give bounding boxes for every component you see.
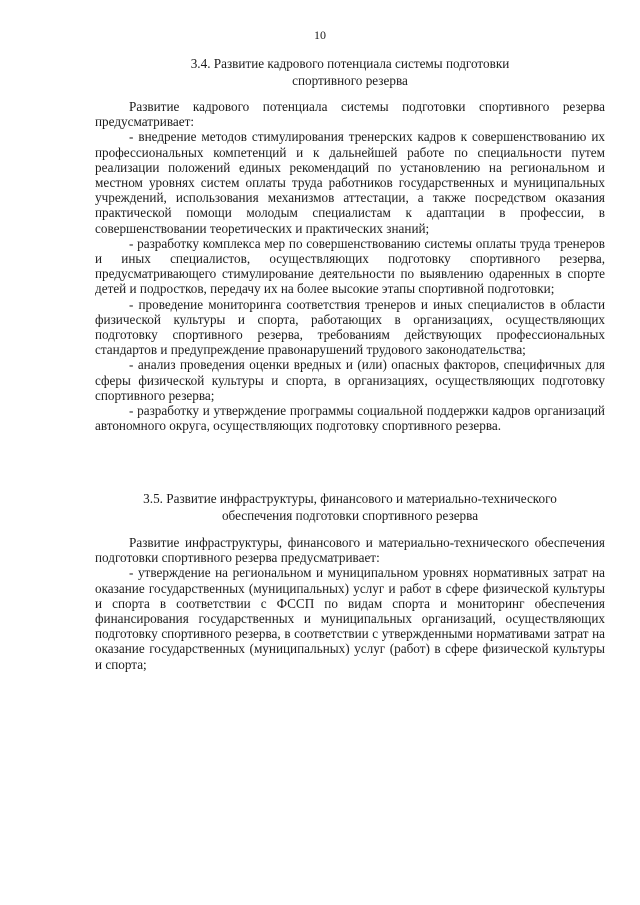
section-title-3-4 (95, 55, 605, 89)
list-item: - разработку и утверждение программы социальной поддержки кадров организаций автономного округа, осуществляющих подготовку спортивного резерва. (95, 403, 605, 434)
section-title-line: 3.4. Развитие кадрового потенциала системы подготовки (190, 56, 510, 71)
section-title-line: обеспечения подготовки спортивного резерва (221, 508, 479, 523)
section-title-line: 3.5. Развитие инфраструктуры, финансового и материально-технического (143, 491, 557, 506)
section-body-3-5 (95, 535, 605, 672)
section-body-3-4 (95, 99, 605, 433)
list-item: - внедрение методов стимулирования тренерских кадров к совершенствованию их профессиональных компетенций и к дальнейшей работе по специальности путем реализации положений единых рекомендаций по установлению на региональном и местном уровнях систем оплаты труда работников государственных и муниципальных учреждений, использования механизмов аттестации, а также посредством оказания практической помощи молодым специалистам к адаптации в профессии, в совершенствовании теоретических и практических знаний; (95, 129, 605, 236)
paragraph-intro: Развитие кадрового потенциала системы подготовки спортивного резерва предусматривает: (95, 99, 605, 130)
list-item: - проведение мониторинга соответствия тренеров и иных специалистов в области физической культуры и спорта, работающих в организациях, осуществляющих подготовку спортивного резерва, требованиям действующих профессиональных стандартов и предупреждение правонарушений трудового законодательства; (95, 296, 605, 358)
section-title-3-5 (95, 490, 605, 524)
page-number: 10 (314, 28, 326, 42)
section-title-line: спортивного резерва (292, 73, 408, 88)
paragraph-intro: Развитие инфраструктуры, финансового и материально-технического обеспечения подготовки спортивного резерва предусматривает: (95, 535, 605, 566)
list-item: - разработку комплекса мер по совершенствованию системы оплаты труда тренеров и иных специалистов, осуществляющих подготовку спортивного резерва, предусматривающего стимулирование деятельности по выявлению одаренных в спорте детей и подростков, передачу их на более высокие этапы спортивной подготовки; (95, 235, 605, 297)
list-item: - анализ проведения оценки вредных и (или) опасных факторов, специфичных для сферы физической культуры и спорта, в организациях, осуществляющих подготовку спортивного резерва; (95, 357, 605, 403)
list-item: - утверждение на региональном и муниципальном уровнях нормативных затрат на оказание государственных (муниципальных) услуг и работ в сфере физической культуры и спорта в соответствии с ФССП по видам спорта и мониторинг обеспечения финансирования государственных и муниципальных организаций, осуществляющих подготовку спортивного резерва, в соответствии с утвержденными нормативами затрат на оказание государственных (муниципальных) услуг (работ) в сфере физической культуры и спорта; (95, 565, 605, 672)
